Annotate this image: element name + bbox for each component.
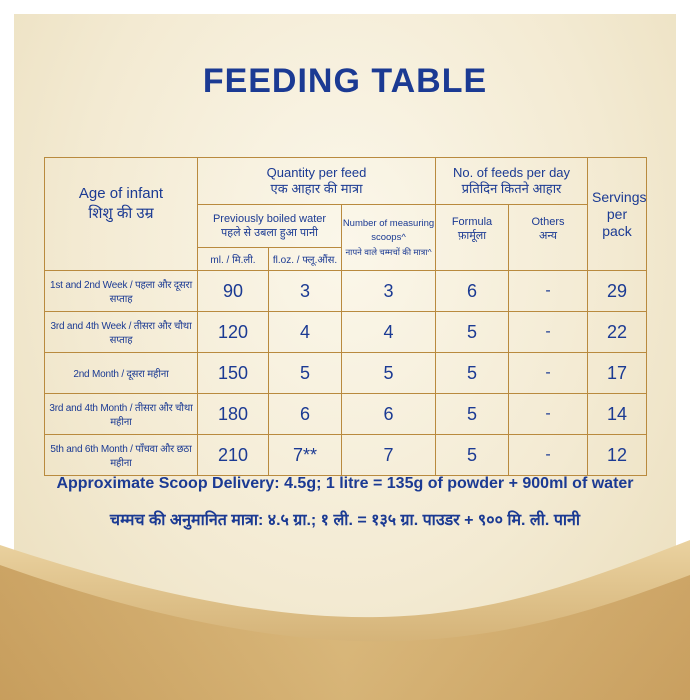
header-boiled-water [198,205,342,248]
row-scoops: 5 [342,353,436,394]
row-formula: 5 [436,394,509,435]
row-floz: 3 [269,271,342,312]
row-formula: 5 [436,435,509,476]
row-ml: 180 [198,394,269,435]
row-floz: 7** [269,435,342,476]
row-ml: 150 [198,353,269,394]
header-quantity-en: Quantity per feed [266,165,367,180]
header-quantity [198,158,436,205]
row-age: 5th and 6th Month / पाँचवा और छठा महीना [45,435,198,476]
scoop-delivery-note-hindi: चम्मच की अनुमानित मात्रा: ४.५ ग्रा.; १ ली. = १३५ ग्रा. पाउडर + ९०० मि. ली. पानी [109,512,581,529]
header-servings [588,158,647,271]
row-floz: 5 [269,353,342,394]
row-servings: 29 [588,271,647,312]
row-others: - [509,394,588,435]
row-servings: 17 [588,353,647,394]
header-feeds [436,158,588,205]
row-scoops: 7 [342,435,436,476]
header-scoops-hi: नापने वाले चम्मचों की मात्रा^ [345,246,432,257]
table-row [45,271,647,312]
row-floz: 4 [269,312,342,353]
table-row [45,394,647,435]
row-formula: 5 [436,353,509,394]
header-age-hi: शिशु की उम्र [88,205,154,222]
top-border [0,0,690,14]
header-others [509,205,588,271]
row-servings: 14 [588,394,647,435]
row-age: 3rd and 4th Week / तीसरा और चौथा सप्ताह [45,312,198,353]
row-age: 1st and 2nd Week / पहला और दूसरा सप्ताह [45,271,198,312]
header-boiled-en: Previously boiled water [212,213,327,225]
row-scoops: 3 [342,271,436,312]
header-formula-hi: फ़ार्मूला [457,230,487,242]
row-ml: 210 [198,435,269,476]
row-ml: 90 [198,271,269,312]
row-formula: 6 [436,271,509,312]
header-others-hi: अन्य [538,230,558,242]
row-age: 2nd Month / दूसरा महीना [45,353,198,394]
table-row [45,353,647,394]
header-scoops-en: Number of measuring scoops^ [342,217,435,243]
row-age: 3rd and 4th Month / तीसरा और चौथा महीना [45,394,198,435]
header-scoops [342,205,436,271]
gold-wave-decoration [0,535,690,700]
row-servings: 12 [588,435,647,476]
feeding-table [44,157,647,476]
header-quantity-hi: एक आहार की मात्रा [270,181,363,196]
header-unit-floz: fl.oz. / फ्लू.औंस. [269,248,342,271]
header-feeds-hi: प्रतिदिन कितने आहार [461,181,562,196]
header-age-en: Age of infant [78,185,164,202]
row-scoops: 4 [342,312,436,353]
header-age [45,158,198,271]
header-others-en: Others [531,216,565,228]
scoop-delivery-note: Approximate Scoop Delivery: 4.5g; 1 litre = 135g of powder + 900ml of water [56,475,634,492]
header-formula-en: Formula [451,216,493,228]
header-formula [436,205,509,271]
table-row [45,435,647,476]
row-others: - [509,271,588,312]
row-others: - [509,312,588,353]
header-servings-text: Servings per pack [592,188,647,239]
header-boiled-hi: पहले से उबला हुआ पानी [221,227,318,239]
row-ml: 120 [198,312,269,353]
header-feeds-en: No. of feeds per day [452,165,571,180]
row-formula: 5 [436,312,509,353]
row-servings: 22 [588,312,647,353]
row-others: - [509,435,588,476]
header-unit-ml: ml. / मि.ली. [198,248,269,271]
row-others: - [509,353,588,394]
row-floz: 6 [269,394,342,435]
page-title: FEEDING TABLE [202,62,488,100]
row-scoops: 6 [342,394,436,435]
table-row [45,312,647,353]
